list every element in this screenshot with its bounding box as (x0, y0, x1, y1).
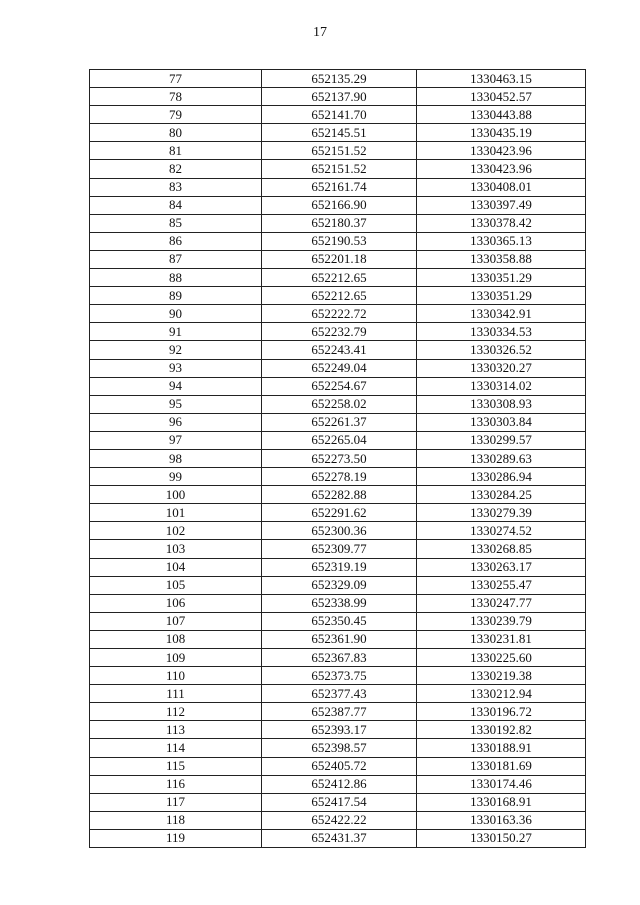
table-row (90, 250, 586, 268)
x-coordinate-cell: 652180.37 (262, 214, 417, 232)
point-number-cell: 77 (90, 70, 262, 88)
point-number-cell: 106 (90, 594, 262, 612)
y-coordinate-cell: 1330308.93 (417, 395, 586, 413)
y-coordinate-cell: 1330378.42 (417, 214, 586, 232)
x-coordinate-cell: 652387.77 (262, 703, 417, 721)
y-coordinate-cell: 1330263.17 (417, 558, 586, 576)
y-coordinate-cell: 1330274.52 (417, 522, 586, 540)
point-number-cell: 88 (90, 269, 262, 287)
table-row (90, 359, 586, 377)
table-row (90, 829, 586, 847)
x-coordinate-cell: 652282.88 (262, 486, 417, 504)
y-coordinate-cell: 1330286.94 (417, 468, 586, 486)
y-coordinate-cell: 1330408.01 (417, 178, 586, 196)
table-row (90, 196, 586, 214)
x-coordinate-cell: 652151.52 (262, 142, 417, 160)
y-coordinate-cell: 1330279.39 (417, 504, 586, 522)
point-number-cell: 113 (90, 721, 262, 739)
table-row (90, 70, 586, 88)
y-coordinate-cell: 1330443.88 (417, 106, 586, 124)
point-number-cell: 119 (90, 829, 262, 847)
table-row (90, 811, 586, 829)
x-coordinate-cell: 652161.74 (262, 178, 417, 196)
table-row (90, 431, 586, 449)
point-number-cell: 89 (90, 287, 262, 305)
point-number-cell: 116 (90, 775, 262, 793)
point-number-cell: 82 (90, 160, 262, 178)
point-number-cell: 115 (90, 757, 262, 775)
table-row (90, 323, 586, 341)
coordinates-table (89, 69, 586, 848)
x-coordinate-cell: 652329.09 (262, 576, 417, 594)
point-number-cell: 80 (90, 124, 262, 142)
point-number-cell: 84 (90, 196, 262, 214)
y-coordinate-cell: 1330463.15 (417, 70, 586, 88)
y-coordinate-cell: 1330284.25 (417, 486, 586, 504)
point-number-cell: 105 (90, 576, 262, 594)
point-number-cell: 107 (90, 612, 262, 630)
page-number: 17 (313, 25, 327, 40)
y-coordinate-cell: 1330192.82 (417, 721, 586, 739)
y-coordinate-cell: 1330181.69 (417, 757, 586, 775)
y-coordinate-cell: 1330188.91 (417, 739, 586, 757)
table-row (90, 775, 586, 793)
point-number-cell: 110 (90, 667, 262, 685)
x-coordinate-cell: 652135.29 (262, 70, 417, 88)
x-coordinate-cell: 652300.36 (262, 522, 417, 540)
x-coordinate-cell: 652145.51 (262, 124, 417, 142)
x-coordinate-cell: 652166.90 (262, 196, 417, 214)
y-coordinate-cell: 1330358.88 (417, 250, 586, 268)
x-coordinate-cell: 652398.57 (262, 739, 417, 757)
point-number-cell: 97 (90, 431, 262, 449)
y-coordinate-cell: 1330334.53 (417, 323, 586, 341)
point-number-cell: 118 (90, 811, 262, 829)
x-coordinate-cell: 652212.65 (262, 269, 417, 287)
table-row (90, 395, 586, 413)
y-coordinate-cell: 1330231.81 (417, 630, 586, 648)
x-coordinate-cell: 652190.53 (262, 232, 417, 250)
table-row (90, 540, 586, 558)
x-coordinate-cell: 652254.67 (262, 377, 417, 395)
point-number-cell: 86 (90, 232, 262, 250)
point-number-cell: 109 (90, 649, 262, 667)
x-coordinate-cell: 652201.18 (262, 250, 417, 268)
y-coordinate-cell: 1330168.91 (417, 793, 586, 811)
point-number-cell: 96 (90, 413, 262, 431)
x-coordinate-cell: 652249.04 (262, 359, 417, 377)
x-coordinate-cell: 652258.02 (262, 395, 417, 413)
point-number-cell: 83 (90, 178, 262, 196)
point-number-cell: 87 (90, 250, 262, 268)
point-number-cell: 114 (90, 739, 262, 757)
y-coordinate-cell: 1330423.96 (417, 142, 586, 160)
table-row (90, 558, 586, 576)
x-coordinate-cell: 652405.72 (262, 757, 417, 775)
y-coordinate-cell: 1330239.79 (417, 612, 586, 630)
y-coordinate-cell: 1330255.47 (417, 576, 586, 594)
y-coordinate-cell: 1330247.77 (417, 594, 586, 612)
y-coordinate-cell: 1330196.72 (417, 703, 586, 721)
table-row (90, 468, 586, 486)
point-number-cell: 101 (90, 504, 262, 522)
table-row (90, 649, 586, 667)
x-coordinate-cell: 652367.83 (262, 649, 417, 667)
point-number-cell: 95 (90, 395, 262, 413)
point-number-cell: 111 (90, 685, 262, 703)
y-coordinate-cell: 1330351.29 (417, 287, 586, 305)
point-number-cell: 103 (90, 540, 262, 558)
table-row (90, 160, 586, 178)
x-coordinate-cell: 652393.17 (262, 721, 417, 739)
x-coordinate-cell: 652232.79 (262, 323, 417, 341)
table-row (90, 630, 586, 648)
table-row (90, 214, 586, 232)
table-row (90, 486, 586, 504)
table-row (90, 341, 586, 359)
x-coordinate-cell: 652261.37 (262, 413, 417, 431)
x-coordinate-cell: 652417.54 (262, 793, 417, 811)
x-coordinate-cell: 652278.19 (262, 468, 417, 486)
table-row (90, 504, 586, 522)
table-row (90, 793, 586, 811)
table-row (90, 269, 586, 287)
table-row (90, 287, 586, 305)
table-row (90, 667, 586, 685)
table-row (90, 106, 586, 124)
x-coordinate-cell: 652273.50 (262, 449, 417, 467)
point-number-cell: 79 (90, 106, 262, 124)
y-coordinate-cell: 1330219.38 (417, 667, 586, 685)
point-number-cell: 117 (90, 793, 262, 811)
y-coordinate-cell: 1330365.13 (417, 232, 586, 250)
point-number-cell: 93 (90, 359, 262, 377)
y-coordinate-cell: 1330268.85 (417, 540, 586, 558)
point-number-cell: 92 (90, 341, 262, 359)
table-row (90, 88, 586, 106)
y-coordinate-cell: 1330397.49 (417, 196, 586, 214)
table-row (90, 449, 586, 467)
point-number-cell: 94 (90, 377, 262, 395)
x-coordinate-cell: 652412.86 (262, 775, 417, 793)
y-coordinate-cell: 1330452.57 (417, 88, 586, 106)
table-row (90, 522, 586, 540)
y-coordinate-cell: 1330314.02 (417, 377, 586, 395)
y-coordinate-cell: 1330351.29 (417, 269, 586, 287)
x-coordinate-cell: 652377.43 (262, 685, 417, 703)
y-coordinate-cell: 1330303.84 (417, 413, 586, 431)
table-row (90, 232, 586, 250)
x-coordinate-cell: 652222.72 (262, 305, 417, 323)
y-coordinate-cell: 1330320.27 (417, 359, 586, 377)
x-coordinate-cell: 652291.62 (262, 504, 417, 522)
x-coordinate-cell: 652373.75 (262, 667, 417, 685)
y-coordinate-cell: 1330423.96 (417, 160, 586, 178)
x-coordinate-cell: 652212.65 (262, 287, 417, 305)
x-coordinate-cell: 652422.22 (262, 811, 417, 829)
table-row (90, 757, 586, 775)
point-number-cell: 104 (90, 558, 262, 576)
table-row (90, 305, 586, 323)
y-coordinate-cell: 1330163.36 (417, 811, 586, 829)
x-coordinate-cell: 652309.77 (262, 540, 417, 558)
x-coordinate-cell: 652265.04 (262, 431, 417, 449)
point-number-cell: 85 (90, 214, 262, 232)
table-row (90, 612, 586, 630)
coordinates-table-body (90, 70, 586, 848)
point-number-cell: 78 (90, 88, 262, 106)
point-number-cell: 100 (90, 486, 262, 504)
table-row (90, 377, 586, 395)
y-coordinate-cell: 1330289.63 (417, 449, 586, 467)
point-number-cell: 112 (90, 703, 262, 721)
x-coordinate-cell: 652141.70 (262, 106, 417, 124)
table-row (90, 413, 586, 431)
y-coordinate-cell: 1330174.46 (417, 775, 586, 793)
x-coordinate-cell: 652431.37 (262, 829, 417, 847)
point-number-cell: 90 (90, 305, 262, 323)
table-row (90, 178, 586, 196)
x-coordinate-cell: 652361.90 (262, 630, 417, 648)
y-coordinate-cell: 1330212.94 (417, 685, 586, 703)
x-coordinate-cell: 652151.52 (262, 160, 417, 178)
point-number-cell: 108 (90, 630, 262, 648)
y-coordinate-cell: 1330150.27 (417, 829, 586, 847)
x-coordinate-cell: 652243.41 (262, 341, 417, 359)
point-number-cell: 102 (90, 522, 262, 540)
point-number-cell: 91 (90, 323, 262, 341)
point-number-cell: 98 (90, 449, 262, 467)
y-coordinate-cell: 1330326.52 (417, 341, 586, 359)
x-coordinate-cell: 652137.90 (262, 88, 417, 106)
table-row (90, 124, 586, 142)
table-row (90, 721, 586, 739)
table-row (90, 685, 586, 703)
x-coordinate-cell: 652338.99 (262, 594, 417, 612)
table-row (90, 594, 586, 612)
table-row (90, 142, 586, 160)
table-row (90, 703, 586, 721)
point-number-cell: 99 (90, 468, 262, 486)
x-coordinate-cell: 652350.45 (262, 612, 417, 630)
y-coordinate-cell: 1330225.60 (417, 649, 586, 667)
y-coordinate-cell: 1330435.19 (417, 124, 586, 142)
y-coordinate-cell: 1330299.57 (417, 431, 586, 449)
table-row (90, 576, 586, 594)
y-coordinate-cell: 1330342.91 (417, 305, 586, 323)
point-number-cell: 81 (90, 142, 262, 160)
x-coordinate-cell: 652319.19 (262, 558, 417, 576)
table-row (90, 739, 586, 757)
